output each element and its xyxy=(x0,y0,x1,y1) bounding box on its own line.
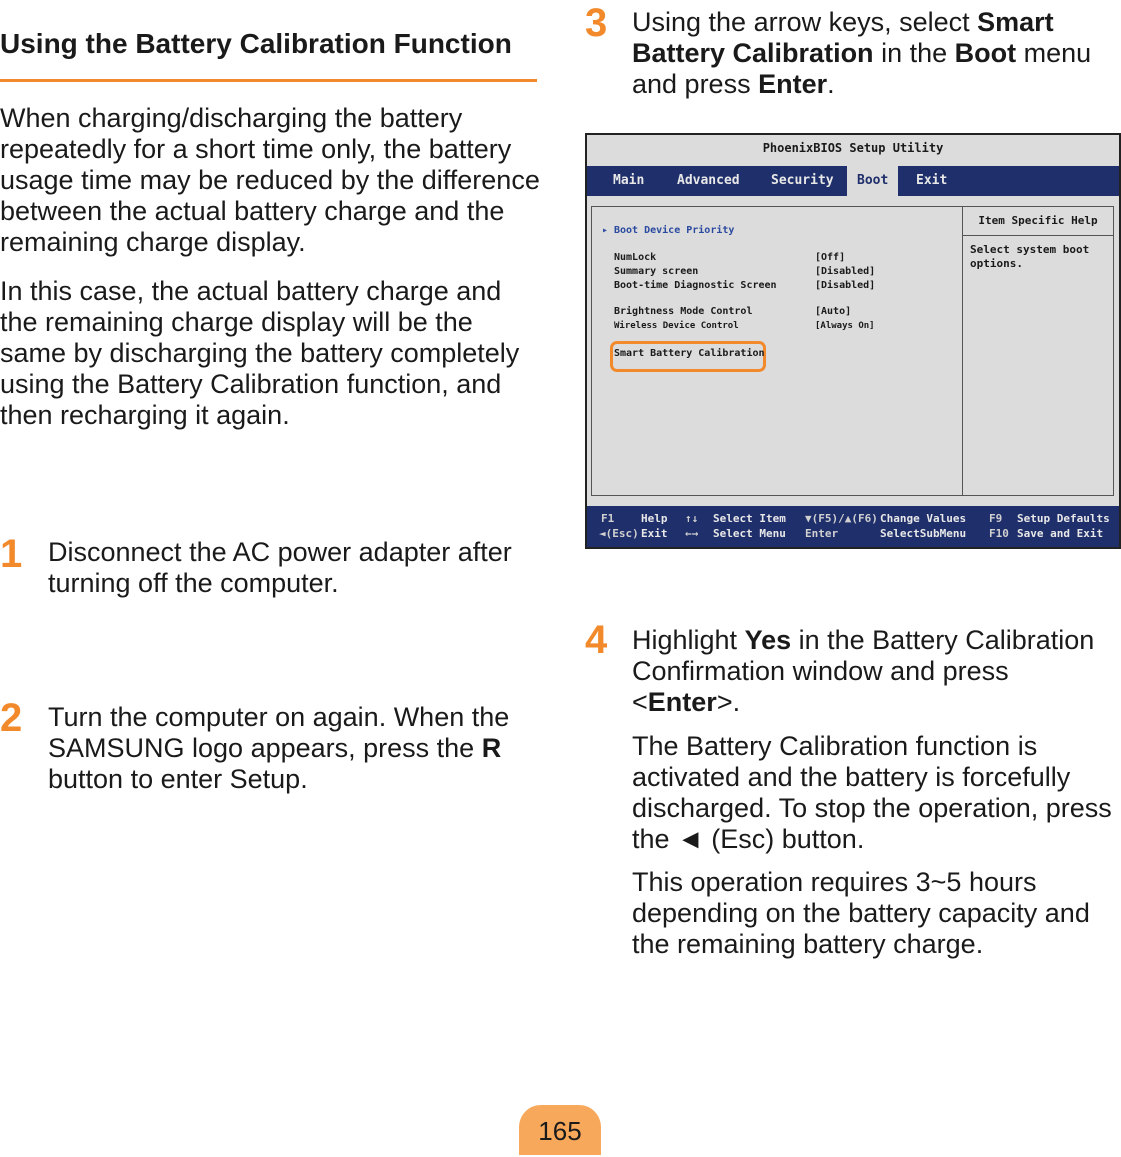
bios-help-title: Item Specific Help xyxy=(963,207,1113,236)
bios-menu-bar xyxy=(587,166,1119,196)
save-exit-label: Save and Exit xyxy=(1017,527,1104,540)
help-label: Help xyxy=(641,512,668,525)
bios-item-wireless-control[interactable]: Wireless Device Control xyxy=(614,321,739,331)
bios-value-diagnostic-screen: [Disabled] xyxy=(815,280,876,291)
key-enter: Enter xyxy=(805,527,839,540)
page-number: 165 xyxy=(519,1105,601,1155)
bios-item-boot-device-priority[interactable]: Boot Device Priority xyxy=(614,225,735,236)
bios-value-wireless-control: [Always On] xyxy=(815,321,875,331)
bios-title: PhoenixBIOS Setup Utility xyxy=(762,141,944,155)
select-submenu-label: SelectSubMenu xyxy=(880,527,967,540)
step-1-text: Disconnect the AC power adapter after turning off the computer. xyxy=(48,537,512,598)
step-4-detail-1: The Battery Calibration function is activated and the battery is forcefully discharged. To stop the operation, press the ◄ (Esc) button. xyxy=(632,731,1112,854)
bios-main-panel xyxy=(591,206,1114,496)
setup-defaults-label: Setup Defaults xyxy=(1017,512,1110,525)
bios-item-smart-battery-calibration[interactable]: Smart Battery Calibration xyxy=(614,348,765,359)
tab-exit[interactable]: Exit xyxy=(916,173,948,188)
bios-screen xyxy=(585,133,1121,549)
select-menu-label: Select Menu xyxy=(713,527,786,540)
intro-paragraph-2: In this case, the actual battery charge and the remaining charge display will be the same by discharging the battery completely using the Battery Calibration function, and then recharging it again. xyxy=(0,276,520,430)
key-f10: F10 xyxy=(989,527,1009,540)
bios-value-brightness-mode: [Auto] xyxy=(815,306,852,317)
select-item-label: Select Item xyxy=(713,512,786,525)
step-4-number: 4 xyxy=(585,618,608,662)
bios-item-summary-screen[interactable]: Summary screen xyxy=(614,266,699,277)
arrow-up-down-icon: ↑↓ xyxy=(685,512,699,525)
step-4-detail-2: This operation requires 3~5 hours depending on the battery capacity and the remaining battery charge. xyxy=(632,867,1090,959)
bios-footer xyxy=(587,506,1119,547)
bios-help-text: Select system boot options. xyxy=(970,243,1090,270)
tab-boot[interactable]: Boot xyxy=(847,166,898,196)
step-2-number: 2 xyxy=(0,696,23,740)
step-1-number: 1 xyxy=(0,532,23,576)
step-4-text: Highlight Yes in the Battery Calibration Confirmation window and press <Enter>. xyxy=(632,625,1095,717)
bios-item-brightness-mode[interactable]: Brightness Mode Control xyxy=(614,306,753,317)
tab-main[interactable]: Main xyxy=(613,173,645,188)
bios-item-diagnostic-screen[interactable]: Boot-time Diagnostic Screen xyxy=(614,280,777,291)
step-3-text: Using the arrow keys, select Smart Battery Calibration in the Boot menu and press Enter. xyxy=(632,7,1092,99)
bios-value-summary-screen: [Disabled] xyxy=(815,266,876,277)
change-values-label: Change Values xyxy=(880,512,967,525)
bios-value-numlock: [Off] xyxy=(815,252,846,263)
exit-label: Exit xyxy=(641,527,668,540)
tab-advanced[interactable]: Advanced xyxy=(677,173,740,188)
tab-security[interactable]: Security xyxy=(771,173,834,188)
section-title: Using the Battery Calibration Function xyxy=(0,27,512,59)
key-f5-f6: ▼(F5)/▲(F6) xyxy=(805,512,878,525)
step-2-text: Turn the computer on again. When the SAMSUNG logo appears, press the R button to enter Setup. xyxy=(48,702,510,794)
key-f1: F1 xyxy=(601,512,615,525)
step-3-number: 3 xyxy=(585,1,608,45)
intro-paragraph-1: When charging/discharging the battery repeatedly for a short time only, the battery usage time may be reduced by the difference between the actual battery charge and the remaining charge display. xyxy=(0,103,540,257)
bios-item-numlock[interactable]: NumLock xyxy=(614,252,657,263)
title-underline xyxy=(0,79,537,82)
key-esc: ◄(Esc) xyxy=(599,527,639,540)
key-f9: F9 xyxy=(989,512,1003,525)
arrow-left-right-icon: ←→ xyxy=(685,527,699,540)
chevron-right-icon: ▸ xyxy=(602,225,609,236)
bios-panel-divider xyxy=(962,207,963,495)
